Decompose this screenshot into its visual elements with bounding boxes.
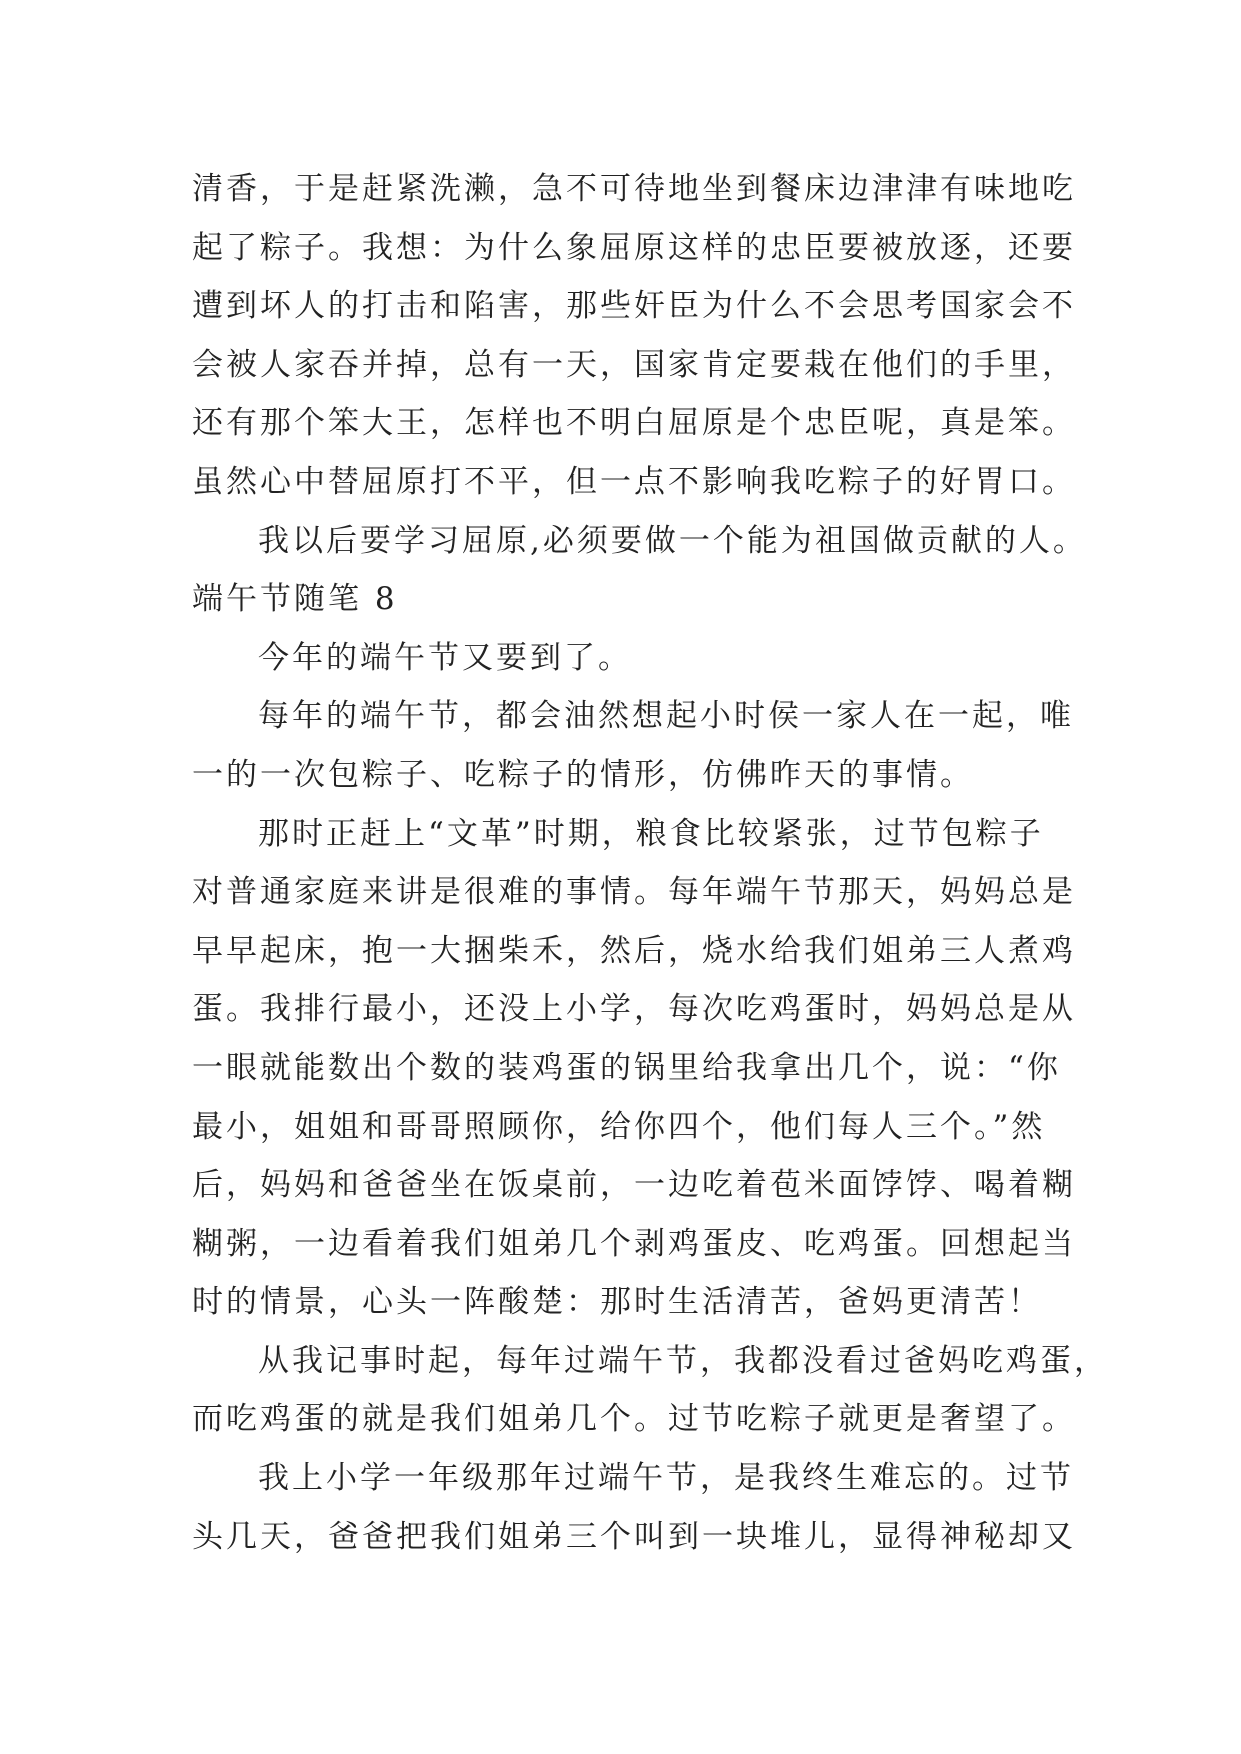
text-line: 蛋。我排行最小，还没上小学，每次吃鸡蛋时，妈妈总是从 bbox=[192, 991, 1076, 1028]
text-line: 糊粥，一边看着我们姐弟几个剥鸡蛋皮、吃鸡蛋。回想起当 bbox=[192, 1225, 1076, 1262]
text-line: 后，妈妈和爸爸坐在饭桌前，一边吃着苞米面饽饽、喝着糊 bbox=[192, 1167, 1076, 1204]
text-line: 遭到坏人的打击和陷害，那些奸臣为什么不会思考国家会不 bbox=[192, 288, 1076, 325]
text-line: 时的情景，心头一阵酸楚：那时生活清苦，爸妈更清苦！ bbox=[192, 1284, 1042, 1321]
text-line: 早早起床，抱一大捆柴禾，然后，烧水给我们姐弟三人煮鸡 bbox=[192, 932, 1076, 969]
paragraph-first-line: 那时正赶上“文革”时期，粮食比较紧张，过节包粽子 bbox=[258, 815, 1044, 852]
text-line: 而吃鸡蛋的就是我们姐弟几个。过节吃粽子就更是奢望了。 bbox=[192, 1401, 1076, 1438]
paragraph-first-line: 从我记事时起，每年过端午节，我都没看过爸妈吃鸡蛋， bbox=[258, 1342, 1108, 1379]
section-heading: 端午节随笔 8 bbox=[192, 581, 398, 618]
text-line: 对普通家庭来讲是很难的事情。每年端午节那天，妈妈总是 bbox=[192, 874, 1076, 911]
text-line: 会被人家吞并掉，总有一天，国家肯定要栽在他们的手里， bbox=[192, 346, 1076, 383]
text-line: 一眼就能数出个数的装鸡蛋的锅里给我拿出几个，说：“你 bbox=[192, 1049, 1061, 1086]
document-body bbox=[192, 160, 1108, 1566]
text-line: 虽然心中替屈原打不平，但一点不影响我吃粽子的好胃口。 bbox=[192, 463, 1076, 500]
text-line: 头几天，爸爸把我们姐弟三个叫到一块堆儿，显得神秘却又 bbox=[192, 1518, 1076, 1555]
text-line: 最小，姐姐和哥哥照顾你，给你四个，他们每人三个。”然 bbox=[192, 1108, 1046, 1145]
paragraph-first-line: 我以后要学习屈原,必须要做一个能为祖国做贡献的人。 bbox=[258, 522, 1087, 559]
text-line: 还有那个笨大王，怎样也不明白屈原是个忠臣呢，真是笨。 bbox=[192, 405, 1076, 442]
text-line: 清香，于是赶紧洗濑，急不可待地坐到餐床边津津有味地吃 bbox=[192, 171, 1076, 207]
paragraph-first-line: 今年的端午节又要到了。 bbox=[258, 639, 632, 676]
text-line: 一的一次包粽子、吃粽子的情形，仿佛昨天的事情。 bbox=[192, 756, 974, 793]
paragraph-first-line: 我上小学一年级那年过端午节，是我终生难忘的。过节 bbox=[258, 1460, 1074, 1497]
text-line: 起了粽子。我想：为什么象屈原这样的忠臣要被放逐，还要 bbox=[192, 229, 1076, 266]
paragraph-first-line: 每年的端午节，都会油然想起小时侯一家人在一起，唯 bbox=[258, 698, 1074, 735]
